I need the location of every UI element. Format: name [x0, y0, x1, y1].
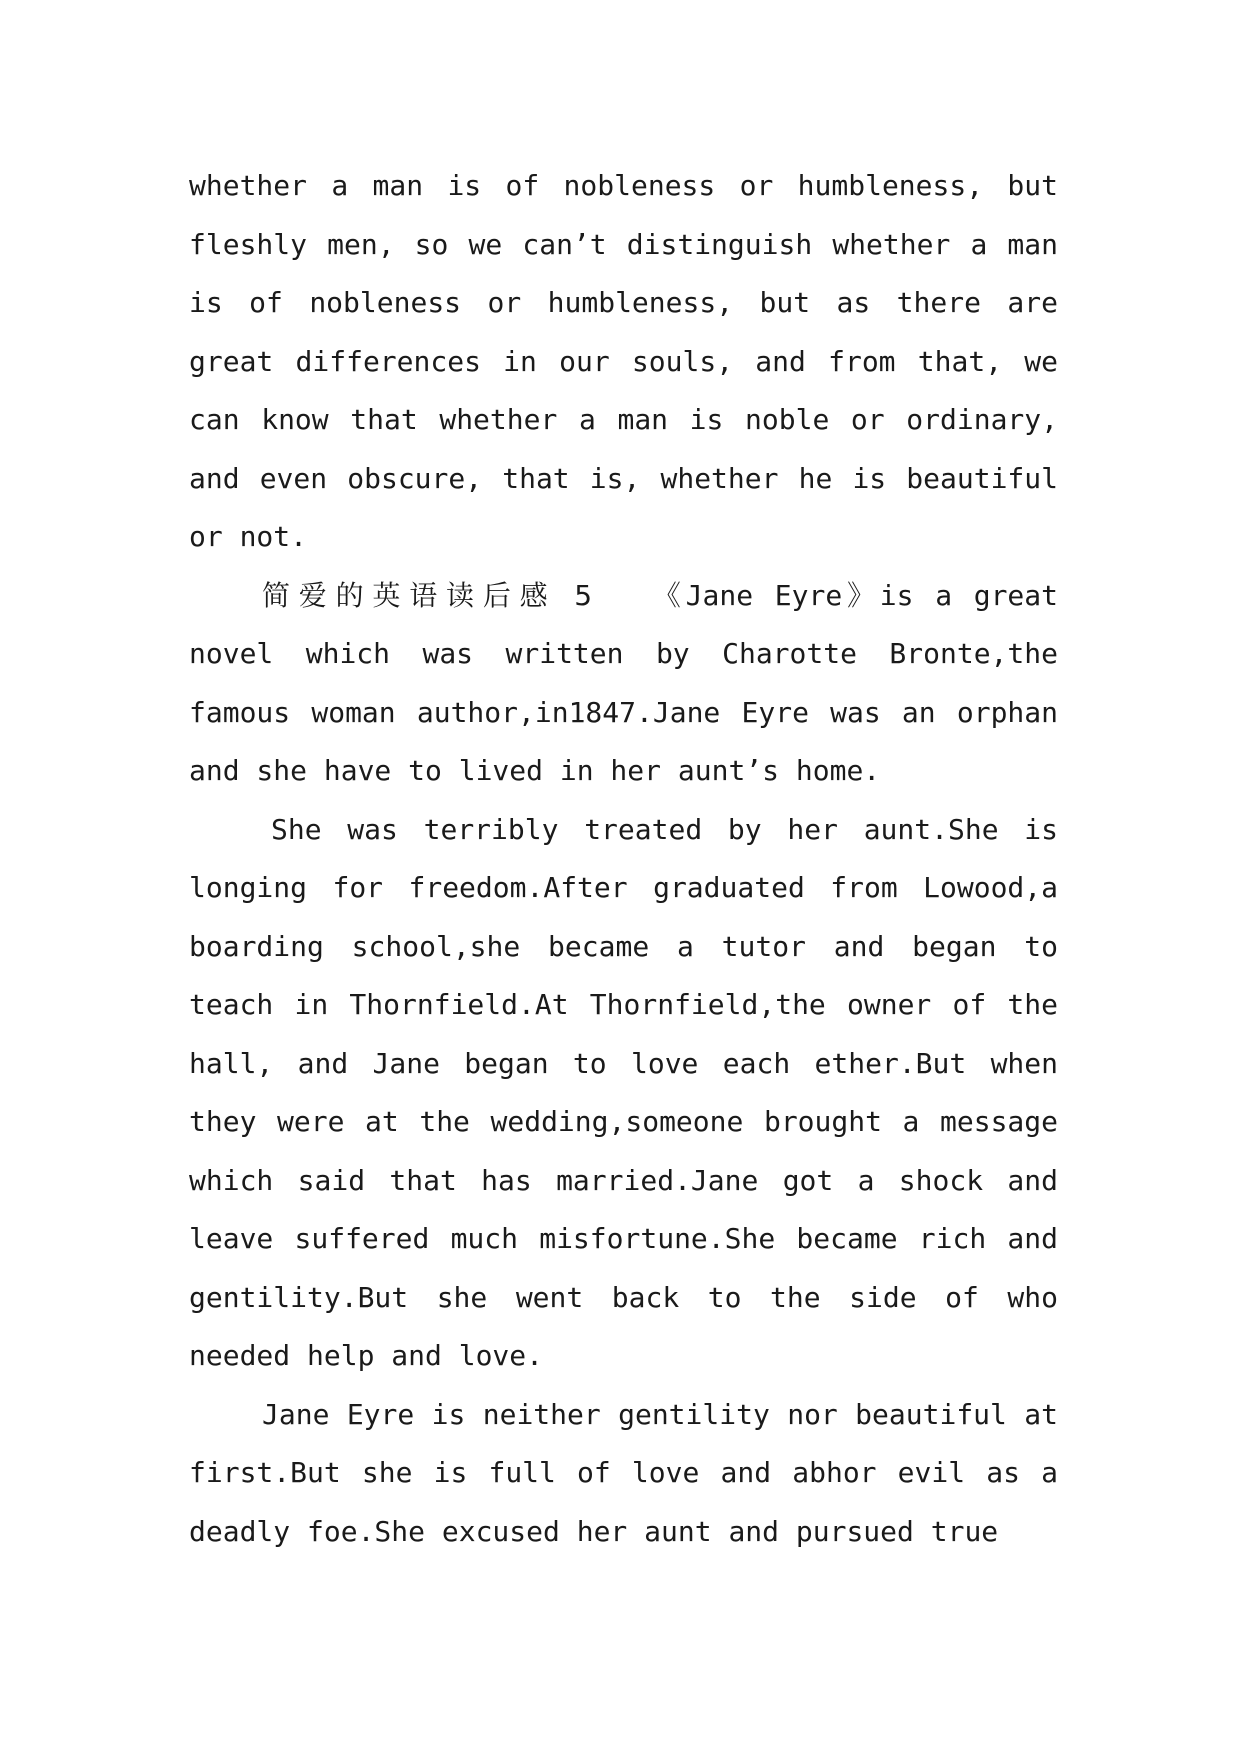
paragraph-2-text: 《Jane Eyre》is a great novel which was written by Charotte Bronte,the famous woman author,in1847.Jane Eyre was an orphan and she have to lived in her aunt’s home.: [189, 578, 1059, 787]
paragraph-1: whether a man is of nobleness or humbleness, but fleshly men, so we can’t distinguish whether a man is of nobleness or humbleness, but as there are great differences in our souls, and from that, we can know that whether a man is noble or ordinary, and even obscure, that is, whether he is beautiful or not.: [189, 169, 1058, 553]
paragraph-4: Jane Eyre is neither gentility nor beautiful at first.But she is full of love and abhor evil as a deadly foe.She excused her aunt and pursued true: [189, 1397, 1058, 1548]
paragraph-2: [189, 567, 1058, 801]
paragraph-3: She was terribly treated by her aunt.She is longing for freedom.After graduated from Lowood,a boarding school,she became a tutor and began to teach in Thornfield.At Thornfield,the owner of the hall, and Jane began to love each ether.But when they were at the wedding,someone brought a message which said that has married.Jane got a shock and leave suffered much misfortune.She became rich and gentility.But she went back to the side of who needed help and love.: [189, 812, 1058, 1372]
document-body: [189, 157, 1058, 1561]
section-heading: 简爱的英语读后感 5: [262, 578, 597, 612]
